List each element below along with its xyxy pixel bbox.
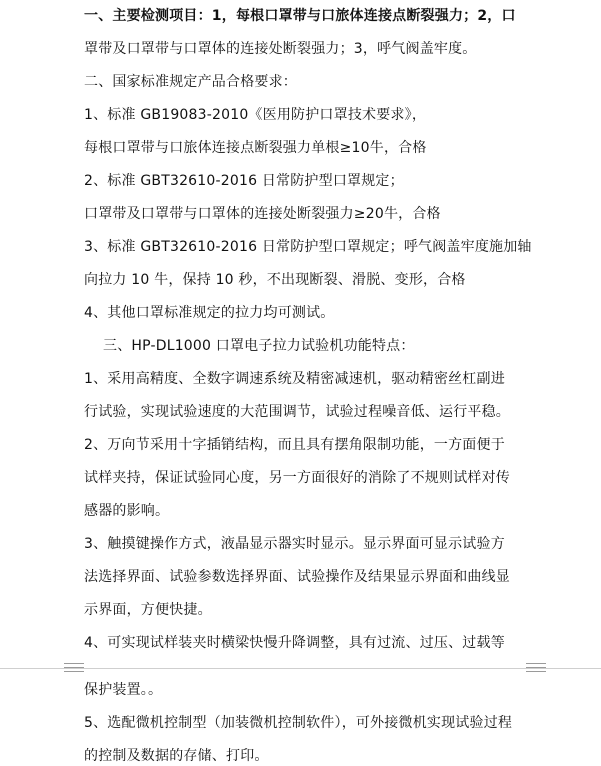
doc-line-17: 3、触摸键操作方式，液晶显示器实时显示。显示界面可显示试验方 (84, 536, 505, 552)
doc-line-20: 4、可实现试样装夹时横梁快慢升降调整，具有过流、过压、过载等 (84, 635, 505, 651)
doc-line-19: 示界面，方便快捷。 (84, 602, 212, 618)
doc-line-7: 口罩带及口罩带与口罩体的连接处断裂强力≥20牛，合格 (84, 206, 441, 222)
doc-line-12: 1、采用高精度、全数字调速系统及精密减速机，驱动精密丝杠副进 (84, 371, 505, 387)
page-break-line (0, 668, 601, 669)
doc-line-10: 4、其他口罩标准规定的拉力均可测试。 (84, 305, 335, 321)
doc-line-5: 每根口罩带与口旅体连接点断裂强力单根≥10牛，合格 (84, 140, 427, 156)
doc-line-16: 感器的影响。 (84, 503, 170, 519)
doc-line-22: 5、选配微机控制型（加装微机控制软件），可外接微机实现试验过程 (84, 715, 513, 731)
doc-line-23: 的控制及数据的存储、打印。 (84, 748, 269, 764)
doc-line-11: 三、HP-DL1000 口罩电子拉力试验机功能特点： (103, 338, 415, 354)
doc-line-14: 2、万向节采用十字插销结构，而且具有摆角限制功能，一方面便于 (84, 437, 505, 453)
page-break-right-marker (526, 661, 546, 673)
page-break-left-marker (64, 661, 84, 673)
doc-line-18: 法选择界面、试验参数选择界面、试验操作及结果显示界面和曲线显 (84, 569, 510, 585)
doc-line-15: 试样夹持，保证试验同心度，另一方面很好的消除了不规则试样对传 (84, 470, 510, 486)
doc-line-1: 一、主要检测项目：1，每根口罩带与口旅体连接点断裂强力；2，口 (84, 8, 516, 24)
doc-line-3: 二、国家标准规定产品合格要求： (84, 74, 297, 90)
doc-line-21: 保护装置。。 (84, 682, 163, 698)
doc-line-8: 3、标准 GBT32610-2016 日常防护型口罩规定；呼气阀盖牢度施加轴 (84, 239, 532, 255)
doc-line-9: 向拉力 10 牛，保持 10 秒，不出现断裂、滑脱、变形，合格 (84, 272, 466, 288)
doc-line-13: 行试验，实现试验速度的大范围调节，试验过程噪音低、运行平稳。 (84, 404, 510, 420)
doc-line-2: 罩带及口罩带与口罩体的连接处断裂强力；3，呼气阀盖牢度。 (84, 41, 477, 57)
doc-line-4: 1、标准 GB19083-2010《医用防护口罩技术要求》， (84, 107, 427, 123)
doc-line-6: 2、标准 GBT32610-2016 日常防护型口罩规定； (84, 173, 404, 189)
